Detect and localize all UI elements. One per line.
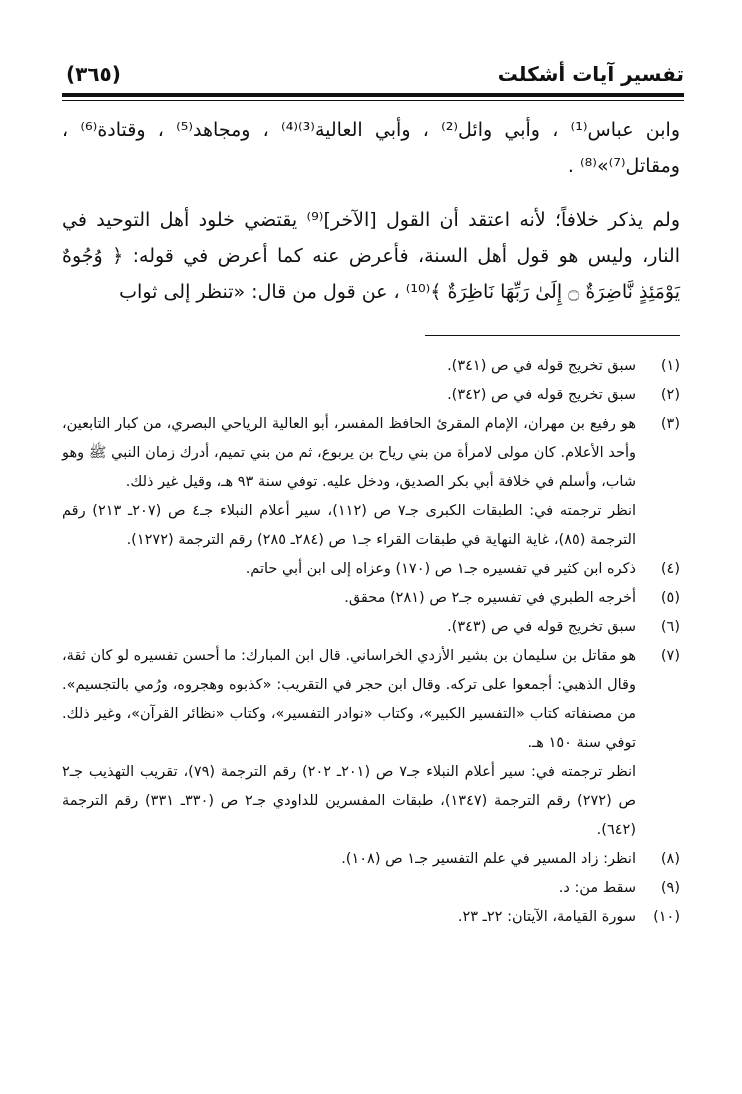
footnote (62, 410, 680, 555)
footnote-text (62, 410, 636, 555)
footnote-number: (٢) (660, 387, 680, 403)
footnote-text (62, 903, 636, 932)
footnote (62, 584, 680, 613)
footnote (62, 874, 680, 903)
footnote (62, 613, 680, 642)
footnote-text (62, 555, 636, 584)
footnote-number: (٦) (660, 619, 680, 635)
footnote-line: سقط من: د. (558, 880, 636, 896)
footnote-line: هو رفيع بن مهران، الإمام المقرئ الحافظ المفسر، أبو العالية الرياحي البصري، من كبار التابعين، وأحد الأعلام. كان مولى لامرأة من بني رياح بن يربوع، ثم من بني تميم، أدرك زمان النبي ﷺ وهو شاب، وأسلم في خلافة أبي بكر الصديق، ودخل عليه. توفي سنة ٩٣ هـ، وقيل غير ذلك. (62, 416, 636, 490)
footnote (62, 642, 680, 845)
paragraph: وابن عباس⁽¹⁾ ، وأبي وائل⁽²⁾ ، وأبي العالية⁽³⁾⁽⁴⁾ ، ومجاهد⁽⁵⁾ ، وقتادة⁽⁶⁾ ، ومقاتل⁽⁷⁾»⁽⁸⁾ . (62, 119, 680, 177)
footnote-text (62, 613, 636, 642)
footnote-line: سبق تخريج قوله في ص (٣٤٢). (447, 387, 636, 403)
footnote (62, 352, 680, 381)
footnote-number: (٥) (660, 590, 680, 606)
footnote-line: هو مقاتل بن سليمان بن بشير الأزدي الخراساني. قال ابن المبارك: ما أحسن تفسيره لو كان ثقة، وقال الذهبي: أجمعوا على تركه. وقال ابن حجر في التقريب: «كذبوه وهجروه، ورُمي بالتجسيم». من مصنفاته كتاب «التفسير الكبير»، وكتاب «نوادر التفسير»، وكتاب «نظائر القرآن»، وغير ذلك. توفي سنة ١٥٠ هـ. (62, 648, 636, 751)
footnote-line: سبق تخريج قوله في ص (٣٤٣). (447, 619, 636, 635)
running-header-title: تفسير آيات أشكلت (497, 62, 684, 86)
footnote (62, 555, 680, 584)
footnote-line: انظر ترجمته في: الطبقات الكبرى جـ٧ ص (١١٢)، سير أعلام النبلاء جـ٤ ص (٢٠٧ـ ٢١٣) رقم الترجمة (٨٥)، غاية النهاية في طبقات القراء جـ١ ص (٢٨٤ـ ٢٨٥) رقم الترجمة (١٢٧٢). (62, 503, 637, 548)
footnote (62, 903, 680, 932)
footnote-number: (٣) (660, 416, 680, 432)
header-rule-thick (62, 93, 684, 97)
footnote-text (62, 381, 636, 410)
footnote-line: ذكره ابن كثير في تفسيره جـ١ ص (١٧٠) وعزاه إلى ابن أبي حاتم. (245, 561, 636, 577)
footnote-number: (٧) (660, 648, 680, 664)
footnote-line: أخرجه الطبري في تفسيره جـ٢ ص (٢٨١) محقق. (344, 590, 636, 606)
footnote-number: (٩) (660, 880, 680, 896)
footnote-number: (١٠) (653, 909, 680, 925)
footnote-line: سورة القيامة، الآيتان: ٢٢ـ ٢٣. (457, 909, 636, 925)
footnote-number: (١) (660, 358, 680, 374)
main-text (62, 112, 680, 310)
footnote-line: سبق تخريج قوله في ص (٣٤١). (447, 358, 636, 374)
footnote (62, 381, 680, 410)
paragraph: ولم يذكر خلافاً؛ لأنه اعتقد أن القول [الآخر]⁽⁹⁾ يقتضي خلود أهل التوحيد في النار، وليس هو قول أهل السنة، فأعرض عنه كما أعرض في قوله: ﴿ وُجُوهٌ يَوْمَئِذٍ نَّاضِرَةٌ ۝ إِلَىٰ رَبِّهَا نَاظِرَةٌ ﴾⁽¹⁰⁾ ، عن قول من قال: «تنظر إلى ثواب (62, 209, 680, 303)
footnote-separator (425, 335, 680, 336)
header-rule-thin (62, 100, 684, 101)
footnotes-list (62, 352, 680, 932)
footnote-text (62, 584, 636, 613)
footnote-line: انظر: زاد المسير في علم التفسير جـ١ ص (١٠٨). (341, 851, 636, 867)
footnote-text (62, 874, 636, 903)
footnote-line: انظر ترجمته في: سير أعلام النبلاء جـ٧ ص (٢٠١ـ ٢٠٢) رقم الترجمة (٧٩)، تقريب التهذيب جـ٢ ص (٢٧٢) رقم الترجمة (١٣٤٧)، طبقات المفسرين للداودي جـ٢ ص (٣٣٠ـ ٣٣١) رقم الترجمة (٦٤٢). (62, 764, 637, 838)
footnote-number: (٨) (660, 851, 680, 867)
page-number: (٣٦٥) (66, 62, 121, 86)
footnote (62, 845, 680, 874)
footnote-text (62, 352, 636, 381)
footnote-text (62, 642, 636, 845)
footnote-text (62, 845, 636, 874)
footnote-number: (٤) (660, 561, 680, 577)
